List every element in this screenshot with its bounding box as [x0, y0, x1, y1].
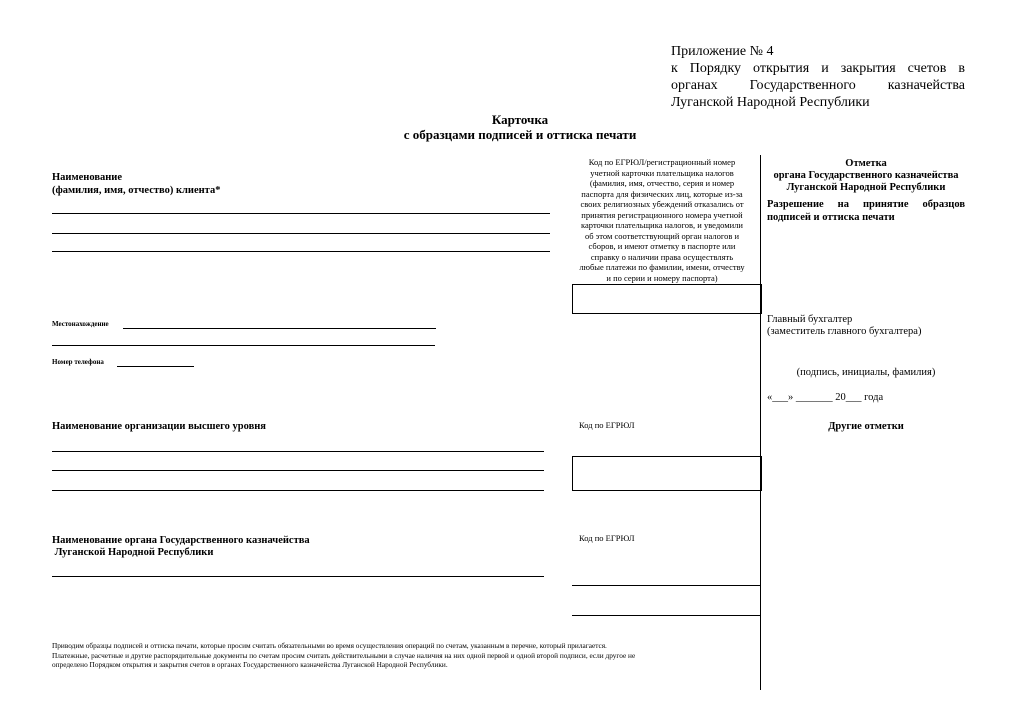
treasury-sublabel: Луганской Народной Республики	[52, 547, 214, 558]
higher-org-line-3[interactable]	[52, 490, 544, 491]
egrul-label-treasury: Код по ЕГРЮЛ	[579, 533, 635, 543]
footer-line-3: определено Порядком открытия и закрытия счетов в органах Государственного казначейства Луганской Народной Республики.	[52, 660, 448, 669]
higher-org-line-2[interactable]	[52, 470, 544, 471]
code-box-higher-org[interactable]	[572, 456, 762, 491]
egrul-label-higher: Код по ЕГРЮЛ	[579, 420, 635, 430]
client-name-sublabel: (фамилия, имя, отчество) клиента*	[52, 185, 221, 196]
client-name-label: Наименование	[52, 172, 122, 183]
appendix-number: Приложение № 4	[671, 44, 774, 59]
treasury-code-line-2[interactable]	[572, 615, 760, 616]
client-name-line-3[interactable]	[52, 251, 550, 252]
footer-line-2: Платежные, расчетные и другие распорядительные документы по счетам просим считать действительными в случае наличия на них одной первой и одной второй подписи, если другое не	[52, 650, 636, 660]
treasury-code-line-1[interactable]	[572, 585, 760, 586]
code-note: Код по ЕГРЮЛ/регистрационный номер учетной карточки плательщика налогов (фамилия, имя, отчество, серия и номер паспорта для физических лиц, которые из-за своих религиозных убеждений отказались от принятия регистрационного номера учетной карточки плательщика налогов, и уведомили об этом соответствующий орган налогов и сборов, и имеют отметку в паспорте или справку о наличии права осуществлять любые платежи по фамилии, имени, отчеству и по серии и номеру паспорта)	[579, 157, 745, 283]
signature-caption: (подпись, инициалы, фамилия)	[796, 367, 936, 378]
higher-org-line-1[interactable]	[52, 451, 544, 452]
footer-text	[52, 641, 760, 670]
appendix-header	[671, 43, 965, 111]
client-name-line-2[interactable]	[52, 233, 550, 234]
location-line-1[interactable]	[123, 328, 436, 329]
client-name-line-1[interactable]	[52, 213, 550, 214]
treasury-line[interactable]	[52, 576, 544, 577]
mark-title-3: Луганской Народной Республики	[786, 182, 946, 193]
higher-org-label: Наименование организации высшего уровня	[52, 421, 266, 432]
appendix-line-2: к Порядку открытия и закрытия счетов в	[671, 61, 965, 76]
card-title: Карточка	[491, 112, 549, 127]
appendix-line-4: Луганской Народной Республики	[671, 95, 870, 110]
appendix-line-3: органах Государственного казначейства	[671, 78, 965, 93]
chief-accountant-label: Главный бухгалтер	[767, 314, 853, 325]
other-marks-label: Другие отметки	[828, 421, 904, 432]
card-subtitle: с образцами подписей и оттиска печати	[403, 127, 637, 142]
phone-line[interactable]	[117, 366, 194, 367]
location-line-2[interactable]	[52, 345, 435, 346]
phone-label: Номер телефона	[52, 358, 104, 366]
column-divider	[760, 155, 761, 690]
deputy-chief-accountant-label: (заместитель главного бухгалтера)	[767, 326, 922, 337]
location-label: Местонахождение	[52, 320, 109, 328]
footer-line-1: Приводим образцы подписей и оттиска печати, которые просим считать обязательными во время осуществления операций по счетам, указанным в перечне, который прилагается.	[52, 641, 607, 650]
mark-title-2: органа Государственного казначейства	[773, 170, 959, 181]
date-field[interactable]: «___» _______ 20___ года	[767, 392, 884, 403]
permission-text: Разрешение на принятие образцов подписей и оттиска печати	[767, 199, 965, 223]
mark-title: Отметка	[845, 158, 887, 169]
code-box-client[interactable]	[572, 284, 762, 314]
treasury-label: Наименование органа Государственного казначейства	[52, 535, 310, 546]
